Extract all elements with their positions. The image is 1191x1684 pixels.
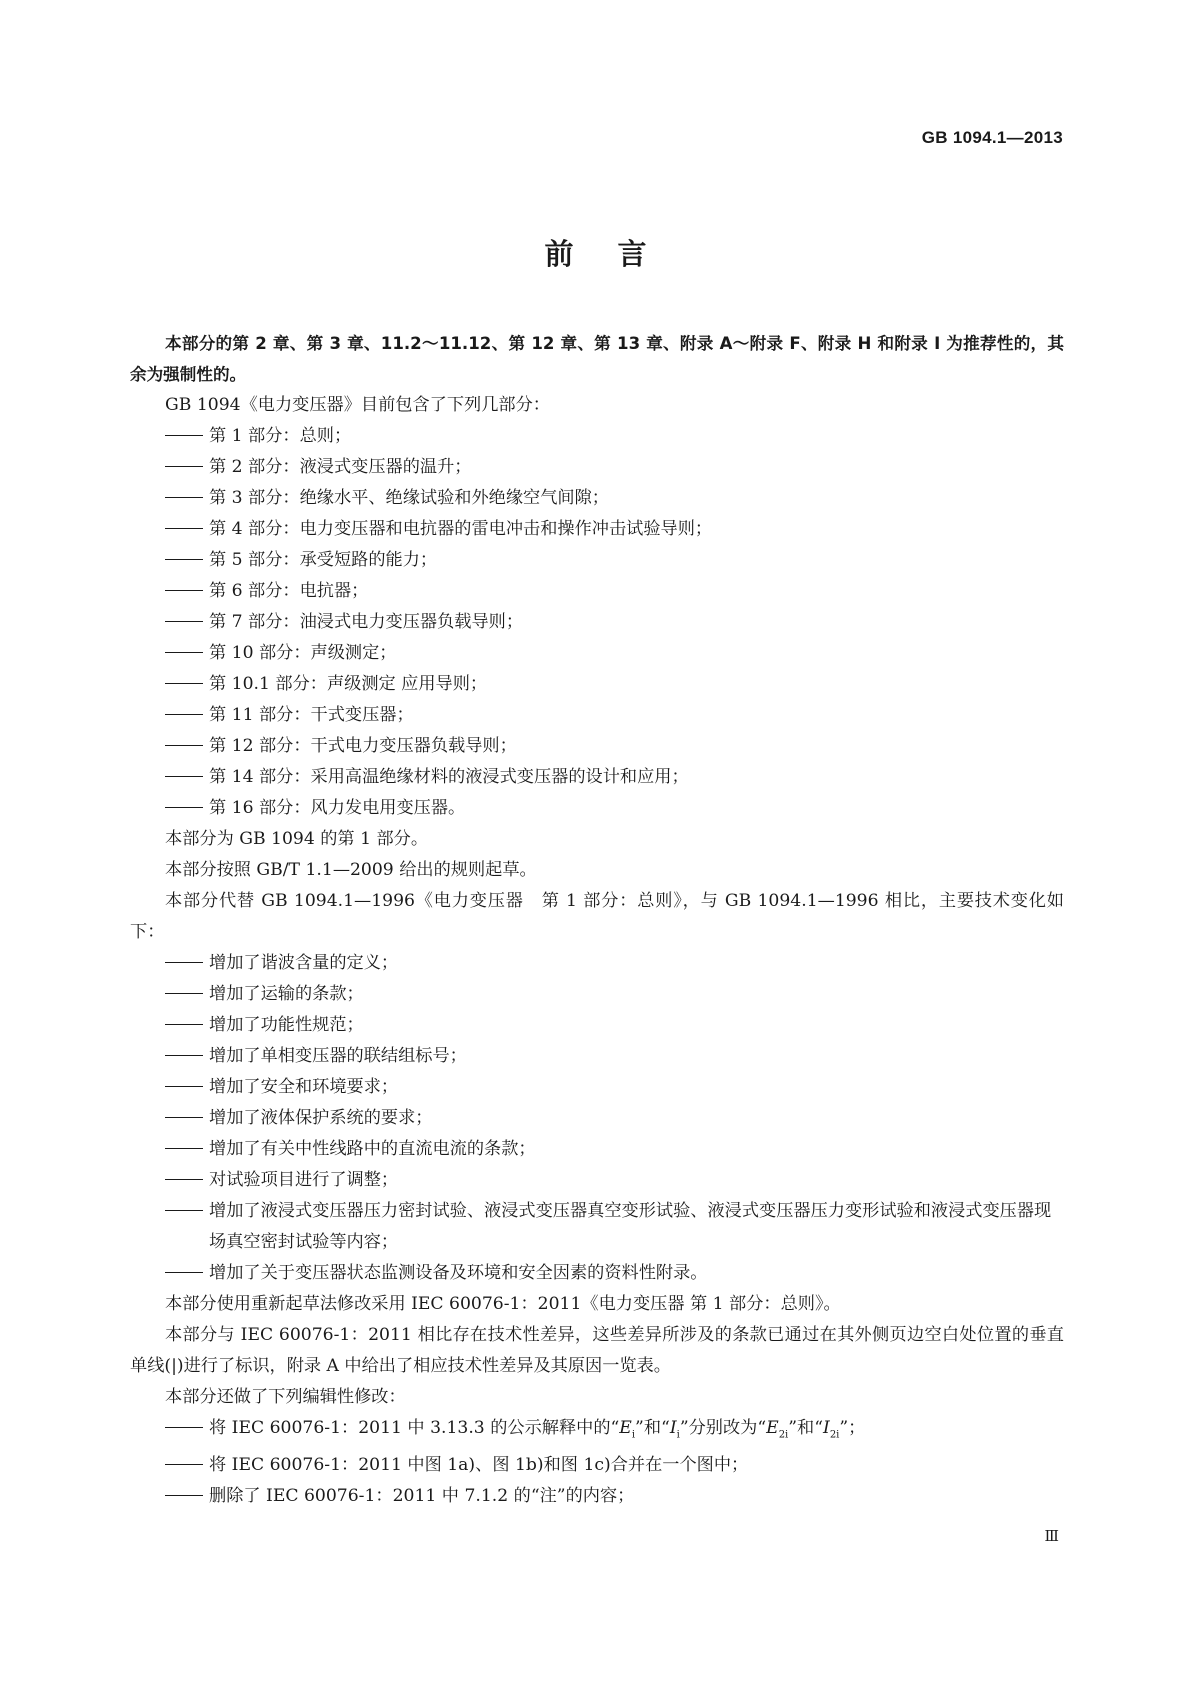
scope-paragraph: 本部分的第 2 章、第 3 章、11.2～11.12、第 12 章、第 13 章、附录 A～附录 F、附录 H 和附录 I 为推荐性的，其余为强制性的。 xyxy=(130,334,1064,384)
list-item: 增加了液体保护系统的要求； xyxy=(130,1103,1064,1134)
list-item: 增加了有关中性线路中的直流电流的条款； xyxy=(130,1134,1064,1165)
replacement-paragraph: 本部分代替 GB 1094.1—1996《电力变压器 第 1 部分：总则》，与 GB 1094.1—1996 相比，主要技术变化如下： xyxy=(130,891,1064,942)
list-item: 第 4 部分：电力变压器和电抗器的雷电冲击和操作冲击试验导则； xyxy=(130,514,1064,545)
page-number: Ⅲ xyxy=(1044,1527,1058,1545)
part-number-paragraph: 本部分为 GB 1094 的第 1 部分。 xyxy=(165,829,429,849)
list-item: 第 12 部分：干式电力变压器负载导则； xyxy=(130,731,1064,762)
list-item: 第 7 部分：油浸式电力变压器负载导则； xyxy=(130,607,1064,638)
list-item: 增加了安全和环境要求； xyxy=(130,1072,1064,1103)
adoption-paragraph: 本部分使用重新起草法修改采用 IEC 60076-1：2011《电力变压器 第 1 部分：总则》。 xyxy=(165,1294,841,1314)
list-item: 增加了运输的条款； xyxy=(130,979,1064,1010)
technical-differences-paragraph: 本部分与 IEC 60076-1：2011 相比存在技术性差异，这些差异所涉及的条款已通过在其外侧页边空白处位置的垂直单线(|)进行了标识，附录 A 中给出了相应技术性差异及其原因一览表。 xyxy=(130,1325,1064,1376)
editorial-changes-intro: 本部分还做了下列编辑性修改： xyxy=(165,1387,406,1407)
list-item: 第 3 部分：绝缘水平、绝缘试验和外绝缘空气间隙； xyxy=(130,483,1064,514)
list-item: 增加了关于变压器状态监测设备及环境和安全因素的资料性附录。 xyxy=(130,1258,1064,1289)
list-item: 第 6 部分：电抗器； xyxy=(130,576,1064,607)
list-item: 增加了谐波含量的定义； xyxy=(130,948,1064,979)
changes-list xyxy=(130,948,1064,1289)
list-item: 将 IEC 60076-1：2011 中图 1a)、图 1b)和图 1c)合并在一个图中； xyxy=(130,1450,1064,1481)
list-item: 增加了功能性规范； xyxy=(130,1010,1064,1041)
list-item: 第 16 部分：风力发电用变压器。 xyxy=(130,793,1064,824)
list-item: 增加了液浸式变压器压力密封试验、液浸式变压器真空变形试验、液浸式变压器压力变形试验和液浸式变压器现场真空密封试验等内容； xyxy=(130,1196,1064,1258)
parts-intro-paragraph: GB 1094《电力变压器》目前包含了下列几部分： xyxy=(165,395,550,415)
list-item: 第 1 部分：总则； xyxy=(130,421,1064,452)
list-item: 第 10.1 部分：声级测定 应用导则； xyxy=(130,669,1064,700)
parts-list xyxy=(130,421,1064,824)
list-item: 第 5 部分：承受短路的能力； xyxy=(130,545,1064,576)
list-item: 第 10 部分：声级测定； xyxy=(130,638,1064,669)
list-item: 第 11 部分：干式变压器； xyxy=(130,700,1064,731)
list-item: 第 14 部分：采用高温绝缘材料的液浸式变压器的设计和应用； xyxy=(130,762,1064,793)
list-item: 第 2 部分：液浸式变压器的温升； xyxy=(130,452,1064,483)
list-item: 对试验项目进行了调整； xyxy=(130,1165,1064,1196)
editorial-changes-list xyxy=(130,1413,1064,1512)
list-item: 增加了单相变压器的联结组标号； xyxy=(130,1041,1064,1072)
document-body xyxy=(130,328,1064,1512)
drafting-rules-paragraph: 本部分按照 GB/T 1.1—2009 给出的规则起草。 xyxy=(165,860,537,880)
page-title: 前言 xyxy=(544,237,691,271)
standard-code: GB 1094.1—2013 xyxy=(921,128,1063,147)
list-item: 删除了 IEC 60076-1：2011 中 7.1.2 的“注”的内容； xyxy=(130,1481,1064,1512)
list-item: 将 IEC 60076-1：2011 中 3.13.3 的公示解释中的“$E_i$”和“$I_i$”分别改为“$E_{2i}$”和“$I_{2i}$”； xyxy=(130,1413,1064,1450)
